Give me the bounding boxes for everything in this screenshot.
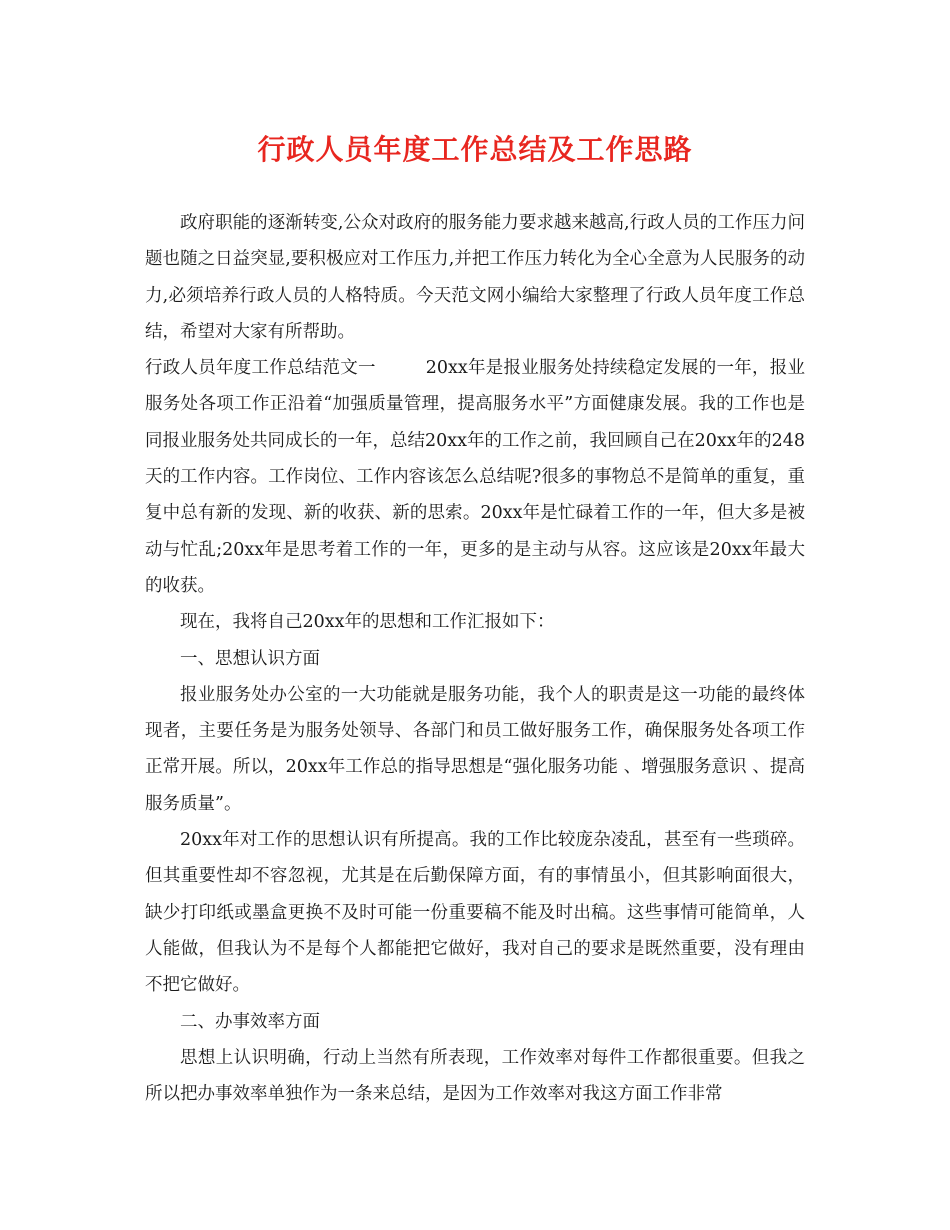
document-body	[145, 205, 805, 1112]
thought-paragraph-1: 报业服务处办公室的一大功能就是服务功能，我个人的职责是这一功能的最终体现者，主要任务是为服务处领导、各部门和员工做好服务工作，确保服务处各项工作正常开展。所以，20xx年工作总的指导思想是“强化服务功能 、增强服务意识 、提高服务质量”。	[145, 684, 805, 814]
thought-paragraph-2: 20xx年对工作的思想认识有所提高。我的工作比较庞杂凌乱，甚至有一些琐碎。但其重要性却不容忽视，尤其是在后勤保障方面，有的事情虽小，但其影响面很大，缺少打印纸或墨盒更换不及时可能一份重要稿不能及时出稿。这些事情可能简单，人人能做，但我认为不是每个人都能把它做好，我对自己的要求是既然重要，没有理由不把它做好。	[145, 830, 805, 996]
intro-paragraph: 政府职能的逐渐转变,公众对政府的服务能力要求越来越高,行政人员的工作压力问题也随之日益突显,要积极应对工作压力,并把工作压力转化为全心全意为人民服务的动力,必须培养行政人员的人格特质。今天范文网小编给大家整理了行政人员年度工作总结，希望对大家有所帮助。	[145, 213, 805, 342]
document-title: 行政人员年度工作总结及工作思路	[257, 133, 693, 166]
sample-paragraph	[145, 350, 805, 604]
heading-thought: 一、思想认识方面	[180, 648, 320, 669]
sample-paragraph-text: 20xx年是报业服务处持续稳定发展的一年，报业服务处各项工作正沿着“加强质量管理，提高服务水平”方面健康发展。我的工作也是同报业服务处共同成长的一年，总结20xx年的工作之前，我回顾自己在20xx年的248天的工作内容。工作岗位、工作内容该怎么总结呢?很多的事物总不是简单的重复，重复中总有新的发现、新的收获、新的思索。20xx年是忙碌着工作的一年，但大多是被动与忙乱;20xx年是思考着工作的一年，更多的是主动与从容。这应该是20xx年最大的收获。	[145, 358, 805, 596]
heading-efficiency: 二、办事效率方面	[180, 1011, 320, 1032]
efficiency-paragraph: 思想上认识明确，行动上当然有所表现，工作效率对每件工作都很重要。但我之所以把办事效率单独作为一条来总结，是因为工作效率对我这方面工作非常	[145, 1047, 805, 1105]
section-heading: 行政人员年度工作总结范文一	[145, 358, 376, 379]
report-intro-paragraph: 现在，我将自己20xx年的思想和工作汇报如下：	[180, 612, 555, 633]
